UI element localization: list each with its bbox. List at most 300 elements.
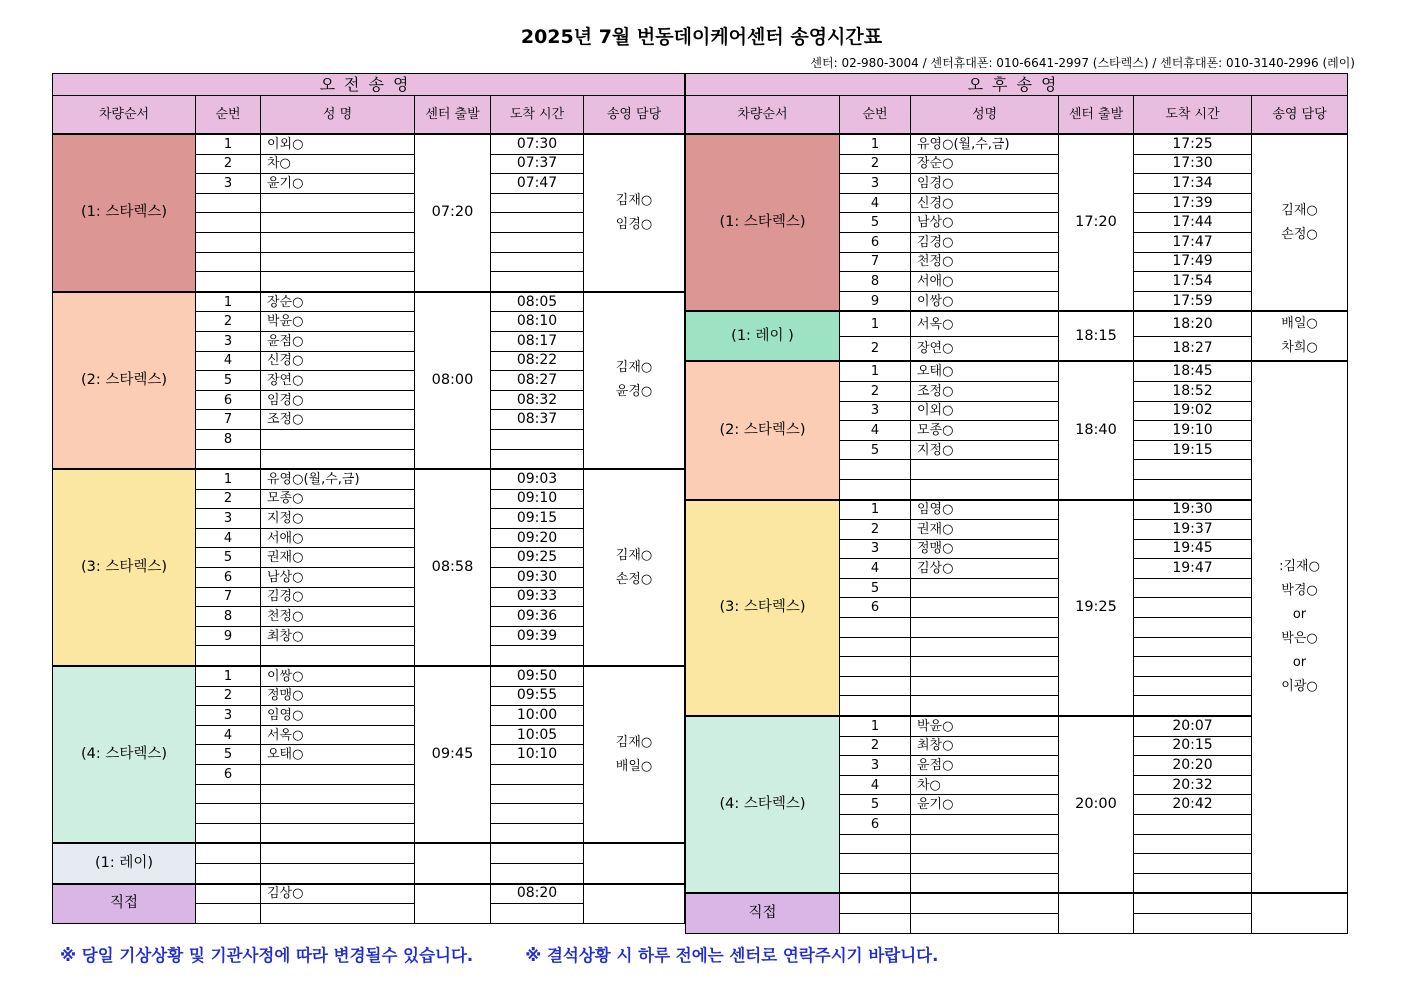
arrive-time: 10:00 bbox=[491, 706, 584, 726]
passenger-name bbox=[261, 272, 415, 292]
arrive-time: 08:20 bbox=[491, 884, 584, 904]
arrive-time: 17:54 bbox=[1134, 272, 1252, 292]
seq-number: 2 bbox=[196, 489, 261, 509]
seq-number: 5 bbox=[840, 795, 911, 815]
arrive-time bbox=[1134, 893, 1252, 913]
depart-time: 18:15 bbox=[1059, 311, 1134, 361]
note-absence: ※ 결석상황 시 하루 전에는 센터로 연락주시기 바랍니다. bbox=[525, 946, 939, 965]
table-row bbox=[686, 893, 1348, 913]
seq-number bbox=[196, 863, 261, 883]
staff-name: 김재○ bbox=[615, 547, 653, 563]
arrive-time bbox=[491, 429, 584, 449]
seq-number: 6 bbox=[840, 815, 911, 835]
seq-number bbox=[840, 479, 911, 499]
arrive-time: 19:02 bbox=[1134, 401, 1252, 421]
seq-number bbox=[196, 252, 261, 272]
passenger-name bbox=[261, 646, 415, 666]
arrive-time: 09:15 bbox=[491, 509, 584, 529]
seq-number bbox=[196, 804, 261, 824]
seq-number: 8 bbox=[196, 607, 261, 627]
depart-time: 08:58 bbox=[415, 469, 491, 666]
arrive-time: 20:42 bbox=[1134, 795, 1252, 815]
vehicle-label: (2: 스타렉스) bbox=[53, 292, 196, 469]
vehicle-label: (1: 스타렉스) bbox=[53, 134, 196, 292]
seq-number bbox=[840, 834, 911, 854]
arrive-time: 20:07 bbox=[1134, 716, 1252, 736]
seq-number: 5 bbox=[840, 440, 911, 460]
staff-name: 임경○ bbox=[615, 216, 653, 232]
passenger-name: 유영○(월,수,금) bbox=[911, 134, 1059, 154]
arrive-time: 09:30 bbox=[491, 568, 584, 588]
passenger-name bbox=[261, 429, 415, 449]
passenger-name bbox=[911, 578, 1059, 598]
passenger-name bbox=[261, 252, 415, 272]
passenger-name bbox=[911, 854, 1059, 874]
arrive-time: 07:47 bbox=[491, 174, 584, 194]
seq-number bbox=[196, 823, 261, 843]
depart-time: 20:00 bbox=[1059, 716, 1134, 893]
arrive-time: 09:33 bbox=[491, 587, 584, 607]
arrive-time: 07:30 bbox=[491, 134, 584, 154]
header-depart: 센터 출발 bbox=[1059, 96, 1134, 135]
seq-number: 2 bbox=[840, 381, 911, 401]
arrive-time: 09:39 bbox=[491, 626, 584, 646]
arrive-time bbox=[491, 784, 584, 804]
arrive-time bbox=[1134, 657, 1252, 677]
seq-number: 1 bbox=[840, 716, 911, 736]
staff-cell bbox=[584, 292, 685, 469]
depart-time bbox=[415, 843, 491, 883]
passenger-name bbox=[261, 863, 415, 883]
depart-time: 07:20 bbox=[415, 134, 491, 292]
passenger-name bbox=[261, 213, 415, 233]
staff-cell bbox=[1252, 311, 1348, 361]
arrive-time: 17:44 bbox=[1134, 213, 1252, 233]
arrive-time bbox=[1134, 637, 1252, 657]
seq-number: 2 bbox=[840, 736, 911, 756]
arrive-time bbox=[1134, 578, 1252, 598]
vehicle-label: (4: 스타렉스) bbox=[686, 716, 840, 893]
arrive-time: 09:03 bbox=[491, 469, 584, 489]
arrive-time: 20:20 bbox=[1134, 756, 1252, 776]
table-row bbox=[53, 469, 685, 489]
staff-cell bbox=[584, 666, 685, 843]
passenger-name bbox=[261, 765, 415, 785]
seq-number: 1 bbox=[840, 361, 911, 381]
arrive-time: 19:30 bbox=[1134, 500, 1252, 520]
passenger-name: 지정○ bbox=[261, 509, 415, 529]
passenger-name: 서애○ bbox=[261, 528, 415, 548]
seq-number: 2 bbox=[196, 312, 261, 332]
seq-number: 9 bbox=[196, 626, 261, 646]
morning-schedule-table bbox=[52, 73, 685, 924]
header-seq: 순번 bbox=[840, 96, 911, 135]
seq-number: 3 bbox=[840, 539, 911, 559]
passenger-name: 박윤○ bbox=[261, 312, 415, 332]
passenger-name: 최창○ bbox=[261, 626, 415, 646]
passenger-name: 정맹○ bbox=[911, 539, 1059, 559]
arrive-time: 09:50 bbox=[491, 666, 584, 686]
passenger-name bbox=[911, 873, 1059, 893]
passenger-name bbox=[261, 784, 415, 804]
passenger-name bbox=[911, 676, 1059, 696]
seq-number: 7 bbox=[196, 587, 261, 607]
header-arrive: 도착 시간 bbox=[491, 96, 584, 135]
section-title: 오전송영 bbox=[53, 74, 685, 96]
passenger-name bbox=[911, 815, 1059, 835]
seq-number: 8 bbox=[840, 272, 911, 292]
arrive-time: 19:47 bbox=[1134, 559, 1252, 579]
staff-name: 박경○ bbox=[1281, 583, 1318, 599]
arrive-time: 09:55 bbox=[491, 686, 584, 706]
table-row bbox=[686, 361, 1348, 381]
passenger-name bbox=[911, 637, 1059, 657]
seq-number: 3 bbox=[840, 756, 911, 776]
vehicle-label: (3: 스타렉스) bbox=[53, 469, 196, 666]
header-staff: 송영 담당 bbox=[1252, 96, 1348, 135]
arrive-time bbox=[491, 232, 584, 252]
seq-number: 1 bbox=[196, 292, 261, 312]
arrive-time: 08:27 bbox=[491, 371, 584, 391]
arrive-time bbox=[1134, 834, 1252, 854]
arrive-time: 18:52 bbox=[1134, 381, 1252, 401]
passenger-name: 장연○ bbox=[261, 371, 415, 391]
vehicle-label: 직접 bbox=[53, 884, 196, 924]
header-arrive: 도착 시간 bbox=[1134, 96, 1252, 135]
staff-cell bbox=[1252, 361, 1348, 893]
seq-number: 5 bbox=[840, 213, 911, 233]
arrive-time: 17:49 bbox=[1134, 252, 1252, 272]
seq-number: 3 bbox=[840, 174, 911, 194]
staff-name: 손정○ bbox=[1281, 226, 1318, 242]
arrive-time: 10:05 bbox=[491, 725, 584, 745]
staff-name: 김재○ bbox=[1281, 202, 1318, 218]
seq-number: 4 bbox=[840, 775, 911, 795]
header-staff: 송영 담당 bbox=[584, 96, 685, 135]
staff-name: 김재○ bbox=[615, 360, 653, 376]
passenger-name: 윤점○ bbox=[911, 756, 1059, 776]
arrive-time bbox=[491, 272, 584, 292]
seq-number bbox=[196, 272, 261, 292]
seq-number: 7 bbox=[840, 252, 911, 272]
table-row bbox=[686, 500, 1348, 520]
depart-time: 19:25 bbox=[1059, 500, 1134, 717]
seq-number: 2 bbox=[840, 520, 911, 540]
passenger-name: 임영○ bbox=[911, 500, 1059, 520]
staff-cell bbox=[584, 134, 685, 292]
arrive-time: 19:15 bbox=[1134, 440, 1252, 460]
passenger-name: 지정○ bbox=[911, 440, 1059, 460]
passenger-name: 천정○ bbox=[911, 252, 1059, 272]
staff-cell bbox=[1252, 134, 1348, 311]
passenger-name: 권재○ bbox=[911, 520, 1059, 540]
passenger-name: 장연○ bbox=[911, 336, 1059, 361]
seq-number bbox=[840, 873, 911, 893]
seq-number bbox=[840, 637, 911, 657]
arrive-time: 09:36 bbox=[491, 607, 584, 627]
passenger-name: 남상○ bbox=[911, 213, 1059, 233]
seq-number: 1 bbox=[840, 500, 911, 520]
passenger-name: 오태○ bbox=[911, 361, 1059, 381]
arrive-time: 20:15 bbox=[1134, 736, 1252, 756]
staff-cell bbox=[584, 884, 685, 924]
passenger-name bbox=[261, 843, 415, 863]
seq-number: 6 bbox=[196, 765, 261, 785]
arrive-time: 19:37 bbox=[1134, 520, 1252, 540]
seq-number: 4 bbox=[196, 725, 261, 745]
arrive-time bbox=[491, 804, 584, 824]
arrive-time bbox=[1134, 815, 1252, 835]
arrive-time: 17:25 bbox=[1134, 134, 1252, 154]
seq-number: 4 bbox=[196, 528, 261, 548]
arrive-time: 18:45 bbox=[1134, 361, 1252, 381]
passenger-name: 조정○ bbox=[261, 410, 415, 430]
seq-number: 3 bbox=[196, 331, 261, 351]
arrive-time: 10:10 bbox=[491, 745, 584, 765]
arrive-time bbox=[1134, 479, 1252, 499]
depart-time: 17:20 bbox=[1059, 134, 1134, 311]
staff-name: 이광○ bbox=[1281, 679, 1318, 695]
seq-number bbox=[196, 213, 261, 233]
passenger-name: 장순○ bbox=[911, 154, 1059, 174]
arrive-time: 09:10 bbox=[491, 489, 584, 509]
depart-time: 09:45 bbox=[415, 666, 491, 843]
passenger-name: 천정○ bbox=[261, 607, 415, 627]
passenger-name bbox=[911, 618, 1059, 638]
table-row bbox=[53, 134, 685, 154]
staff-cell bbox=[584, 469, 685, 666]
passenger-name: 임경○ bbox=[261, 390, 415, 410]
passenger-name: 서옥○ bbox=[261, 725, 415, 745]
vehicle-label: (1: 레이) bbox=[53, 843, 196, 883]
arrive-time bbox=[491, 904, 584, 924]
staff-cell bbox=[584, 843, 685, 883]
staff-name: or bbox=[1292, 607, 1307, 623]
passenger-name: 박윤○ bbox=[911, 716, 1059, 736]
seq-number: 4 bbox=[840, 193, 911, 213]
seq-number bbox=[196, 232, 261, 252]
seq-number: 1 bbox=[196, 469, 261, 489]
page-title: 2025년 7월 번동데이케어센터 송영시간표 bbox=[520, 26, 883, 48]
vehicle-label: (4: 스타렉스) bbox=[53, 666, 196, 843]
section-title: 오후송영 bbox=[686, 74, 1348, 96]
seq-number: 2 bbox=[840, 154, 911, 174]
seq-number: 5 bbox=[840, 578, 911, 598]
header-depart: 센터 출발 bbox=[415, 96, 491, 135]
staff-cell bbox=[1252, 893, 1348, 933]
table-row bbox=[686, 134, 1348, 154]
arrive-time bbox=[1134, 696, 1252, 716]
arrive-time bbox=[1134, 460, 1252, 480]
arrive-time: 09:25 bbox=[491, 548, 584, 568]
arrive-time: 18:27 bbox=[1134, 336, 1252, 361]
passenger-name: 차○ bbox=[261, 154, 415, 174]
seq-number: 4 bbox=[840, 559, 911, 579]
arrive-time bbox=[491, 213, 584, 233]
seq-number: 3 bbox=[196, 706, 261, 726]
passenger-name bbox=[261, 232, 415, 252]
passenger-name: 조정○ bbox=[911, 381, 1059, 401]
seq-number: 1 bbox=[840, 134, 911, 154]
passenger-name: 윤기○ bbox=[911, 795, 1059, 815]
passenger-name bbox=[911, 913, 1059, 933]
passenger-name: 신경○ bbox=[911, 193, 1059, 213]
table-row bbox=[53, 884, 685, 904]
seq-number: 3 bbox=[196, 174, 261, 194]
passenger-name: 김상○ bbox=[261, 884, 415, 904]
seq-number bbox=[196, 884, 261, 904]
seq-number: 5 bbox=[196, 745, 261, 765]
passenger-name: 장순○ bbox=[261, 292, 415, 312]
afternoon-schedule-table bbox=[685, 73, 1348, 934]
seq-number bbox=[196, 449, 261, 469]
arrive-time bbox=[491, 193, 584, 213]
seq-number: 6 bbox=[840, 598, 911, 618]
seq-number: 2 bbox=[840, 336, 911, 361]
table-row bbox=[53, 666, 685, 686]
arrive-time: 08:37 bbox=[491, 410, 584, 430]
arrive-time: 19:45 bbox=[1134, 539, 1252, 559]
staff-name: 김재○ bbox=[615, 734, 653, 750]
seq-number: 1 bbox=[196, 666, 261, 686]
arrive-time: 08:22 bbox=[491, 351, 584, 371]
table-row bbox=[53, 843, 685, 863]
seq-number: 3 bbox=[196, 509, 261, 529]
seq-number bbox=[840, 618, 911, 638]
seq-number bbox=[840, 696, 911, 716]
passenger-name bbox=[911, 893, 1059, 913]
passenger-name bbox=[261, 449, 415, 469]
seq-number bbox=[840, 657, 911, 677]
arrive-time: 19:10 bbox=[1134, 421, 1252, 441]
passenger-name: 이쌍○ bbox=[261, 666, 415, 686]
passenger-name: 유영○(월,수,금) bbox=[261, 469, 415, 489]
arrive-time bbox=[491, 646, 584, 666]
seq-number: 2 bbox=[196, 686, 261, 706]
staff-name: or bbox=[1292, 655, 1307, 671]
passenger-name: 서애○ bbox=[911, 272, 1059, 292]
header-vehicle: 차량순서 bbox=[53, 96, 196, 135]
contact-info: 센터: 02-980-3004 / 센터휴대폰: 010-6641-2997 (스타렉스) / 센터휴대폰: 010-3140-2996 (레이) bbox=[810, 56, 1355, 70]
seq-number bbox=[196, 843, 261, 863]
seq-number: 8 bbox=[196, 429, 261, 449]
passenger-name: 임경○ bbox=[911, 174, 1059, 194]
passenger-name: 윤기○ bbox=[261, 174, 415, 194]
passenger-name: 차○ bbox=[911, 775, 1059, 795]
passenger-name: 김경○ bbox=[261, 587, 415, 607]
table-row bbox=[53, 74, 685, 96]
arrive-time bbox=[1134, 854, 1252, 874]
staff-name: 박은○ bbox=[1281, 631, 1318, 647]
arrive-time: 09:20 bbox=[491, 528, 584, 548]
seq-number: 9 bbox=[840, 291, 911, 311]
arrive-time: 07:37 bbox=[491, 154, 584, 174]
arrive-time: 17:30 bbox=[1134, 154, 1252, 174]
passenger-name: 모종○ bbox=[911, 421, 1059, 441]
passenger-name: 김상○ bbox=[911, 559, 1059, 579]
arrive-time bbox=[1134, 676, 1252, 696]
arrive-time bbox=[1134, 913, 1252, 933]
seq-number: 3 bbox=[840, 401, 911, 421]
passenger-name: 오태○ bbox=[261, 745, 415, 765]
seq-number bbox=[196, 784, 261, 804]
table-row bbox=[53, 292, 685, 312]
passenger-name: 이외○ bbox=[911, 401, 1059, 421]
seq-number: 6 bbox=[196, 568, 261, 588]
table-row bbox=[686, 716, 1348, 736]
staff-name: 윤경○ bbox=[615, 384, 653, 400]
arrive-time bbox=[1134, 873, 1252, 893]
vehicle-label: (1: 스타렉스) bbox=[686, 134, 840, 311]
seq-number bbox=[196, 904, 261, 924]
seq-number bbox=[840, 676, 911, 696]
vehicle-label: (3: 스타렉스) bbox=[686, 500, 840, 717]
passenger-name bbox=[261, 904, 415, 924]
table-row bbox=[686, 96, 1348, 135]
header-name: 성 명 bbox=[261, 96, 415, 135]
passenger-name bbox=[911, 696, 1059, 716]
footer-notes bbox=[60, 942, 938, 966]
arrive-time bbox=[491, 765, 584, 785]
arrive-time: 17:59 bbox=[1134, 291, 1252, 311]
staff-name: :김재○ bbox=[1279, 559, 1320, 575]
seq-number bbox=[840, 913, 911, 933]
seq-number bbox=[196, 646, 261, 666]
seq-number: 2 bbox=[196, 154, 261, 174]
passenger-name bbox=[261, 823, 415, 843]
seq-number: 4 bbox=[196, 351, 261, 371]
vehicle-label: 직접 bbox=[686, 893, 840, 933]
header-name: 성명 bbox=[911, 96, 1059, 135]
passenger-name: 신경○ bbox=[261, 351, 415, 371]
seq-number: 6 bbox=[840, 232, 911, 252]
arrive-time: 17:34 bbox=[1134, 174, 1252, 194]
passenger-name: 정맹○ bbox=[261, 686, 415, 706]
vehicle-label: (1: 레이 ) bbox=[686, 311, 840, 361]
seq-number: 1 bbox=[196, 134, 261, 154]
arrive-time: 08:17 bbox=[491, 331, 584, 351]
seq-number bbox=[840, 893, 911, 913]
passenger-name bbox=[911, 479, 1059, 499]
passenger-name: 남상○ bbox=[261, 568, 415, 588]
passenger-name: 이외○ bbox=[261, 134, 415, 154]
passenger-name: 최창○ bbox=[911, 736, 1059, 756]
passenger-name: 권재○ bbox=[261, 548, 415, 568]
seq-number: 5 bbox=[196, 548, 261, 568]
passenger-name bbox=[911, 834, 1059, 854]
seq-number: 7 bbox=[196, 410, 261, 430]
depart-time: 08:00 bbox=[415, 292, 491, 469]
seq-number bbox=[840, 460, 911, 480]
staff-name: 김재○ bbox=[615, 192, 653, 208]
staff-name: 손정○ bbox=[615, 571, 653, 587]
passenger-name bbox=[911, 657, 1059, 677]
staff-name: 차희○ bbox=[1281, 340, 1318, 356]
arrive-time bbox=[491, 449, 584, 469]
passenger-name bbox=[261, 804, 415, 824]
vehicle-label: (2: 스타렉스) bbox=[686, 361, 840, 499]
arrive-time bbox=[491, 863, 584, 883]
passenger-name: 이쌍○ bbox=[911, 291, 1059, 311]
seq-number: 4 bbox=[840, 421, 911, 441]
arrive-time: 08:32 bbox=[491, 390, 584, 410]
seq-number bbox=[196, 193, 261, 213]
arrive-time bbox=[1134, 618, 1252, 638]
table-row bbox=[686, 311, 1348, 336]
header-seq: 순번 bbox=[196, 96, 261, 135]
header-vehicle: 차량순서 bbox=[686, 96, 840, 135]
arrive-time: 08:05 bbox=[491, 292, 584, 312]
